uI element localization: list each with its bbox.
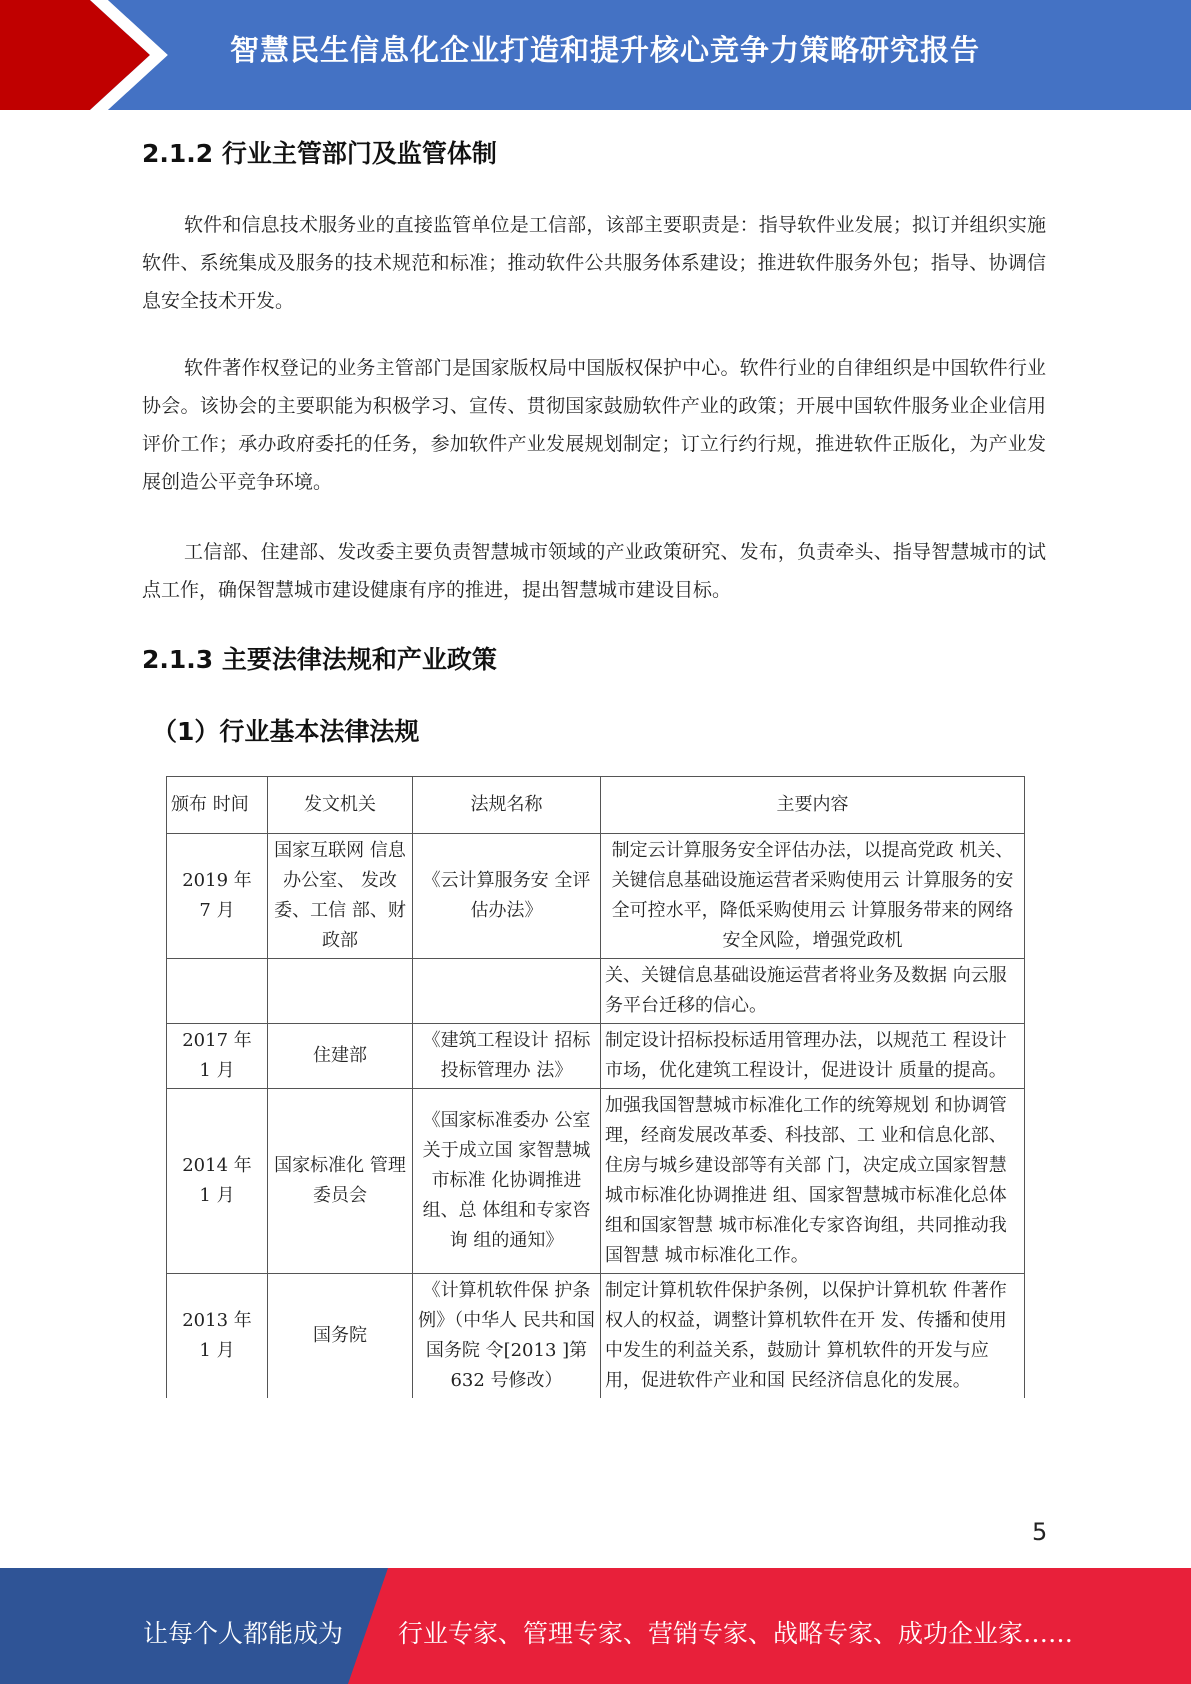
cell-date: 2014 年 1 月 <box>167 1089 268 1274</box>
page-header <box>0 0 1191 110</box>
section-heading-2-1-3: 2.1.3 主要法律法规和产业政策 <box>142 645 497 674</box>
cell-law-name <box>413 959 601 1024</box>
footer-slogan-left: 让每个人都能成为 <box>143 1619 344 1648</box>
cell-issuer: 国家标准化 管理委员会 <box>268 1089 413 1274</box>
header-title: 智慧民生信息化企业打造和提升核心竞争力策略研究报告 <box>230 33 981 67</box>
cell-date <box>167 959 268 1024</box>
cell-date: 2017 年 1 月 <box>167 1024 268 1089</box>
paragraph-2: 软件著作权登记的业务主管部门是国家版权局中国版权保护中心。软件行业的自律组织是中国软件行业协会。该协会的主要职能为积极学习、宣传、贯彻国家鼓励软件产业的政策；开展中国软件服务业企业信用评价工作；承办政府委托的任务，参加软件产业发展规划制定；订立行约行规，推进软件正版化，为产业发展创造公平竞争环境。 <box>142 357 1046 493</box>
page-number: 5 <box>1032 1518 1048 1546</box>
column-header-law-name: 法规名称 <box>413 777 601 834</box>
table-row <box>167 834 1025 959</box>
regulations-table <box>166 776 1025 1398</box>
table-row <box>167 959 1025 1024</box>
cell-issuer <box>268 959 413 1024</box>
subsection-heading: （1）行业基本法律法规 <box>152 717 420 746</box>
cell-issuer: 国务院 <box>268 1274 413 1399</box>
cell-content: 关、关键信息基础设施运营者将业务及数据 向云服务平台迁移的信心。 <box>601 959 1025 1024</box>
table-row <box>167 1274 1025 1399</box>
table-header-row <box>167 777 1025 834</box>
cell-content: 加强我国智慧城市标准化工作的统筹规划 和协调管理，经商发展改革委、科技部、工 业和信息化部、住房与城乡建设部等有关部 门，决定成立国家智慧城市标准化协调推进 组、国家智慧城市标准化总体组和国家智慧 城市标准化专家咨询组，共同推动我国智慧 城市标准化工作。 <box>601 1089 1025 1274</box>
cell-content: 制定计算机软件保护条例，以保护计算机软 件著作权人的权益，调整计算机软件在开 发、传播和使用中发生的利益关系，鼓励计 算机软件的开发与应用，促进软件产业和国 民经济信息化的发展。 <box>601 1274 1025 1399</box>
cell-law-name: 《建筑工程设计 招标投标管理办 法》 <box>413 1024 601 1089</box>
cell-law-name: 《国家标准委办 公室关于成立国 家智慧城市标准 化协调推进组、总 体组和专家咨询 组的通知》 <box>413 1089 601 1274</box>
column-header-content: 主要内容 <box>601 777 1025 834</box>
cell-date: 2019 年 7 月 <box>167 834 268 959</box>
paragraph-3: 工信部、住建部、发改委主要负责智慧城市领域的产业政策研究、发布，负责牵头、指导智慧城市的试点工作，确保智慧城市建设健康有序的推进，提出智慧城市建设目标。 <box>142 541 1046 601</box>
table-row <box>167 1024 1025 1089</box>
cell-issuer: 住建部 <box>268 1024 413 1089</box>
cell-date: 2013 年 1 月 <box>167 1274 268 1399</box>
cell-law-name: 《计算机软件保 护条例》（中华人 民共和国国务院 令[2013 ]第 632 号修改） <box>413 1274 601 1399</box>
cell-content: 制定云计算服务安全评估办法，以提高党政 机关、关键信息基础设施运营者采购使用云 计算服务的安全可控水平，降低采购使用云 计算服务带来的网络安全风险，增强党政机 <box>601 834 1025 959</box>
cell-content: 制定设计招标投标适用管理办法，以规范工 程设计市场，优化建筑工程设计，促进设计 质量的提高。 <box>601 1024 1025 1089</box>
cell-issuer: 国家互联网 信息办公室、 发改委、工信 部、财政部 <box>268 834 413 959</box>
section-heading-2-1-2: 2.1.2 行业主管部门及监管体制 <box>142 139 497 168</box>
column-header-issuer: 发文机关 <box>268 777 413 834</box>
cell-law-name: 《云计算服务安 全评估办法》 <box>413 834 601 959</box>
footer-slogan-right: 行业专家、管理专家、营销专家、战略专家、成功企业家…… <box>398 1619 1074 1648</box>
paragraph-1: 软件和信息技术服务业的直接监管单位是工信部，该部主要职责是：指导软件业发展；拟订并组织实施软件、系统集成及服务的技术规范和标准；推动软件公共服务体系建设；推进软件服务外包；指导、协调信息安全技术开发。 <box>142 214 1046 312</box>
column-header-date: 颁布 时间 <box>167 777 268 834</box>
page-footer <box>0 1568 1191 1684</box>
table-row <box>167 1089 1025 1274</box>
